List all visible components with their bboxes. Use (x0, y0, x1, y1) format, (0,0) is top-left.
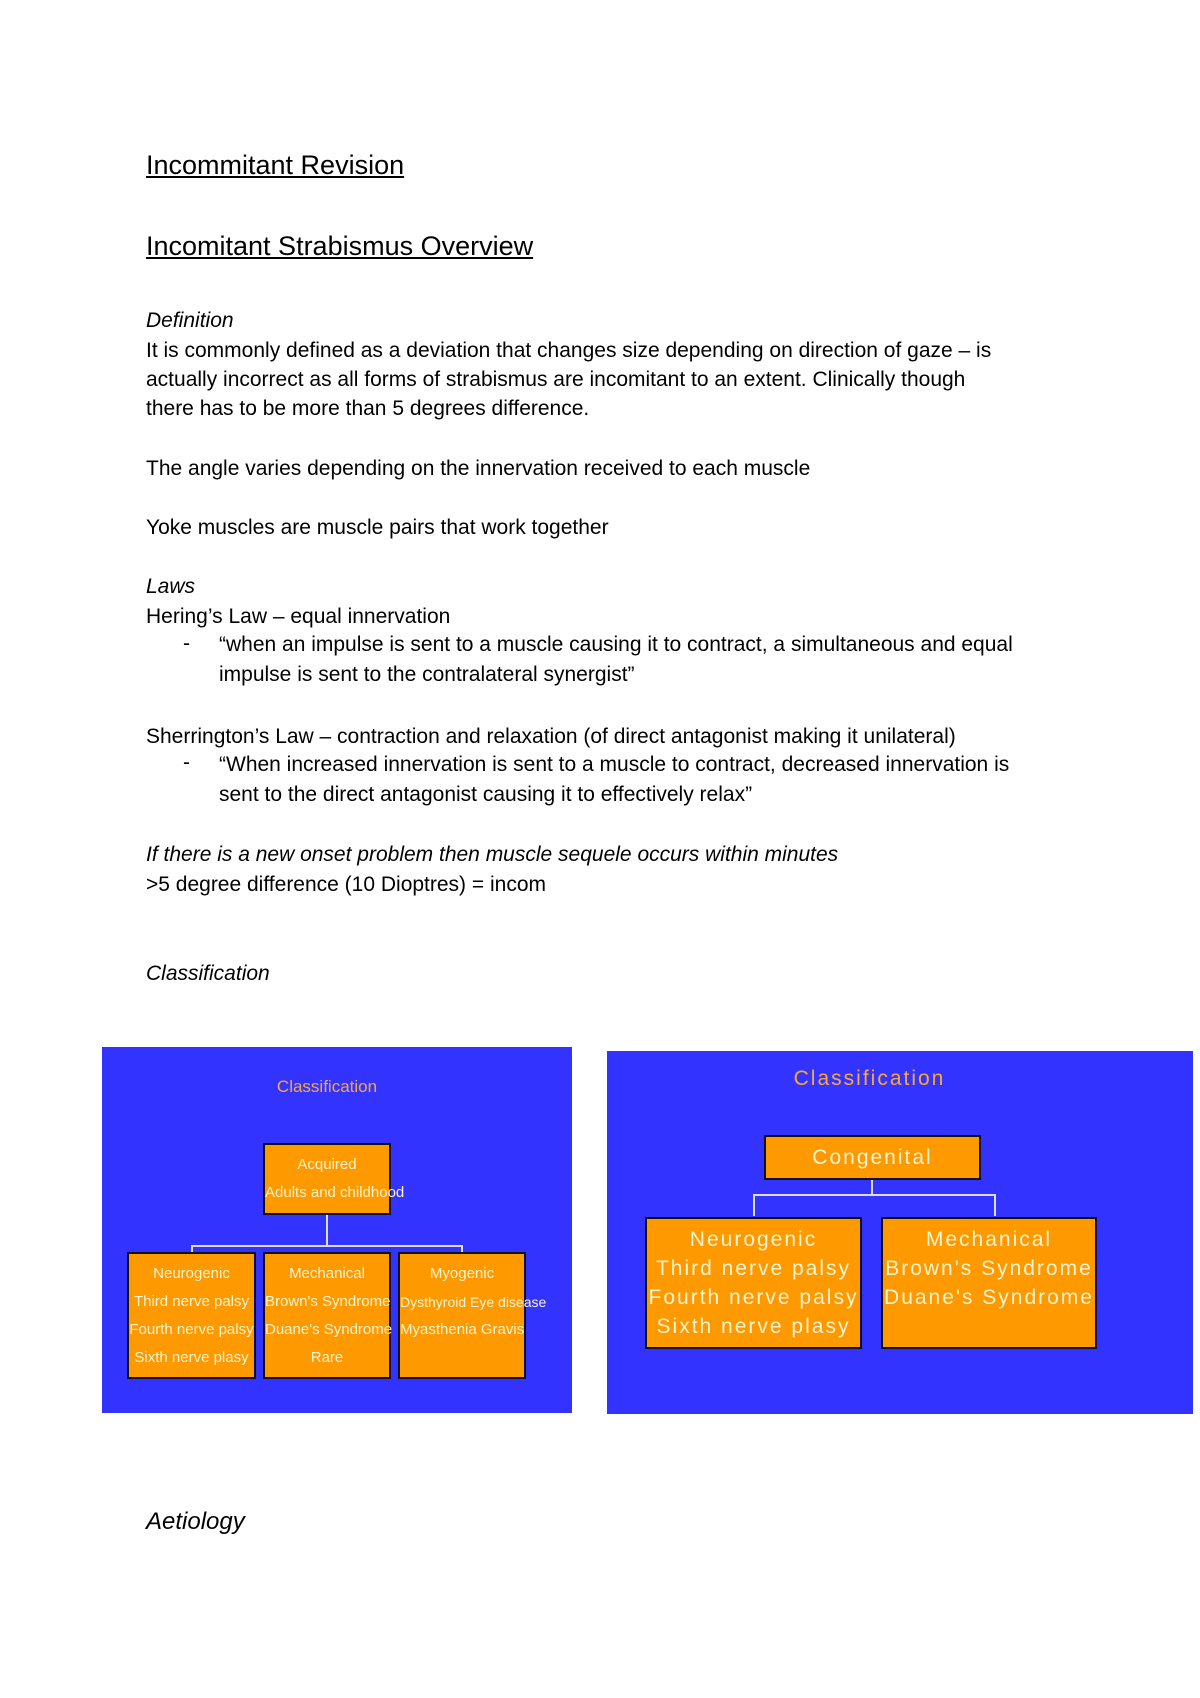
box-line: Neurogenic (689, 1228, 818, 1251)
box-line: Adults and childhood (265, 1184, 405, 1201)
neurogenic-box (645, 1217, 862, 1349)
onset-note: If there is a new onset problem then muscle sequele occurs within minutes (146, 843, 839, 866)
connector-line (994, 1194, 996, 1216)
classification-label: Classification (146, 962, 270, 985)
neurogenic-box (127, 1252, 256, 1379)
box-line: Mechanical (925, 1228, 1053, 1251)
hering-quote-line: “when an impulse is sent to a muscle causing it to contract, a simultaneous and equal (219, 633, 1013, 656)
box-line: Dysthyroid Eye disease (400, 1294, 547, 1310)
hering-bullet: - (183, 632, 190, 655)
diagram-title: Classification (276, 1077, 378, 1096)
angle-text: The angle varies depending on the innervation received to each muscle (146, 457, 811, 480)
diagram-title: Classification (793, 1067, 946, 1090)
acquired-classification-diagram (102, 1047, 572, 1413)
hering-law-heading: Hering’s Law – equal innervation (146, 605, 451, 628)
hering-quote (219, 630, 1119, 689)
connector-line (191, 1245, 463, 1247)
mechanical-box (881, 1217, 1097, 1349)
box-line: Neurogenic (153, 1264, 230, 1282)
box-line: Mechanical (289, 1264, 365, 1282)
degree-note: >5 degree difference (10 Dioptres) = incom (146, 873, 547, 896)
myogenic-box (398, 1252, 547, 1379)
connector-line (753, 1194, 755, 1216)
mechanical-box (263, 1252, 391, 1379)
box-line: Duane's Syndrome (884, 1286, 1094, 1309)
congenital-root-box (764, 1135, 981, 1180)
hering-quote-line: impulse is sent to the contralateral synergist” (219, 662, 635, 686)
congenital-classification-diagram (607, 1051, 1193, 1414)
sherrington-law-heading: Sherrington’s Law – contraction and relaxation (of direct antagonist making it unilateral) (146, 725, 956, 748)
box-line: Rare (310, 1348, 344, 1366)
box-line: Myogenic (429, 1265, 495, 1282)
box-line: Brown's Syndrome (885, 1257, 1093, 1280)
box-line: Fourth nerve palsy (129, 1320, 254, 1338)
box-line: Sixth nerve plasy (656, 1315, 851, 1338)
box-line: Acquired (297, 1156, 357, 1173)
box-line: Fourth nerve palsy (648, 1286, 859, 1309)
definition-line: It is commonly defined as a deviation that changes size depending on direction of gaze – is (146, 339, 992, 362)
sherrington-quote (219, 750, 1119, 809)
box-line: Brown's Syndrome (265, 1292, 391, 1310)
definition-label: Definition (146, 309, 234, 332)
connector-line (871, 1180, 873, 1195)
page-title: Incommitant Revision (146, 150, 405, 180)
aetiology-label: Aetiology (146, 1508, 245, 1535)
sherrington-bullet: - (183, 751, 190, 774)
section-heading: Incomitant Strabismus Overview (146, 231, 534, 261)
box-line: Third nerve palsy (655, 1257, 852, 1280)
box-line: Congenital (812, 1146, 933, 1169)
box-line: Duane's Syndrome (265, 1320, 393, 1338)
connector-line (753, 1194, 996, 1196)
sherrington-quote-line: sent to the direct antagonist causing it to effectively relax” (219, 782, 753, 806)
connector-line (326, 1215, 328, 1247)
yoke-text: Yoke muscles are muscle pairs that work together (146, 516, 609, 539)
box-line: Myasthenia Gravis (400, 1321, 525, 1338)
box-line: Sixth nerve plasy (134, 1348, 249, 1366)
box-line: Third nerve palsy (133, 1292, 250, 1310)
acquired-root-box (263, 1143, 405, 1215)
definition-line: actually incorrect as all forms of strabismus are incomitant to an extent. Clinically though (146, 368, 966, 391)
laws-label: Laws (146, 575, 196, 598)
sherrington-quote-line: “When increased innervation is sent to a muscle to contract, decreased innervation is (219, 753, 1010, 776)
definition-line: there has to be more than 5 degrees difference. (146, 397, 590, 420)
